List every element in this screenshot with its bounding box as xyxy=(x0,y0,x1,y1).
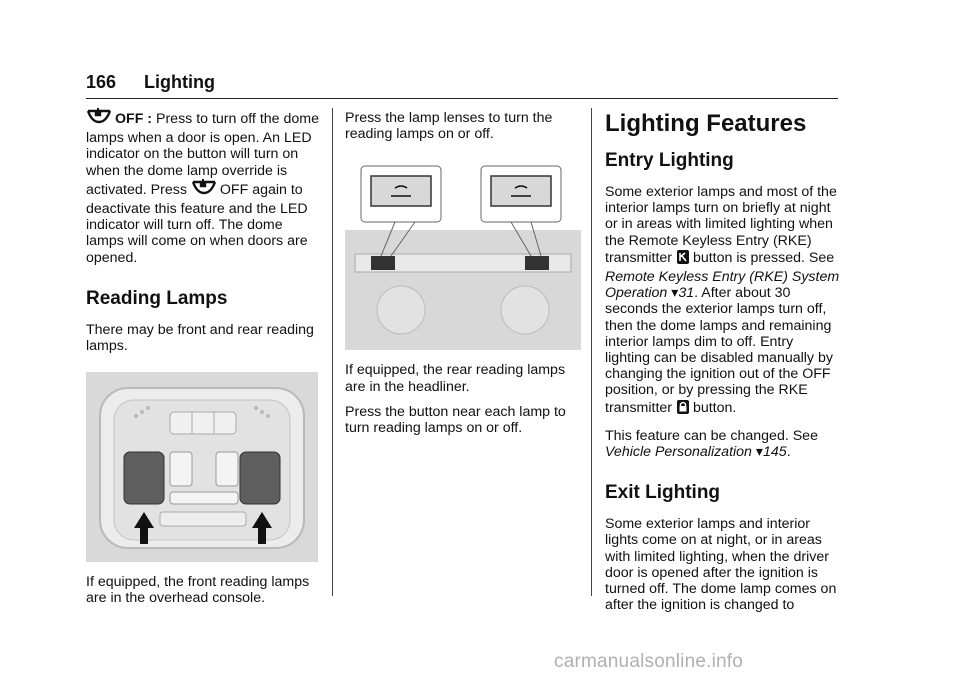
personalization-paragraph xyxy=(605,428,841,460)
exit-lighting-heading: Exit Lighting xyxy=(605,482,721,504)
entry-lighting-paragraph xyxy=(605,184,841,419)
section-title: Lighting xyxy=(144,72,215,92)
column-divider-1 xyxy=(332,108,333,596)
dome-off-text-2: OFF again to deactivate this feature and the LED indicator will turn off. The dome lamps will come on when doors are opened. xyxy=(86,181,308,266)
dome-lamp-override-icon xyxy=(191,179,217,201)
page-number: 166 xyxy=(86,72,117,92)
personalization-page-ref[interactable]: 145 xyxy=(763,444,787,461)
key-unlock-icon xyxy=(676,249,690,269)
dome-lamp-override-icon xyxy=(86,108,112,130)
arrow-ref-icon: ▾ xyxy=(671,285,679,302)
rear-reading-lamps-caption: If equipped, the rear reading lamps are in the headliner. xyxy=(345,362,566,395)
arrow-ref-icon: ▾ xyxy=(755,444,764,461)
entry-text-4: button. xyxy=(692,399,737,416)
entry-text-1: Some exterior lamps and most of the interior lamps turn on briefly at night or in areas with limited lighting when the Remote Keyless Entry (RKE) transmitter xyxy=(605,184,837,266)
lens-paragraph: Press the lamp lenses to turn the reading lamps on or off. xyxy=(345,110,553,143)
vehicle-personalization-link[interactable]: Vehicle Personalization xyxy=(605,444,752,461)
rke-page-ref[interactable]: 31 xyxy=(678,285,695,302)
exit-lighting-paragraph: Some exterior lamps and interior lights come on at night, or in areas with limited lighting, when the driver door is opened after the ignition is turned off. The dome lamp comes on after the ignition is changed to xyxy=(605,516,837,614)
front-reading-lamps-caption: If equipped, the front reading lamps are in the overhead console. xyxy=(86,574,310,607)
watermark: carmanualsonline.info xyxy=(554,651,744,672)
column-divider-2 xyxy=(591,108,592,596)
change-text: This feature can be changed. See xyxy=(605,427,818,444)
lighting-features-heading: Lighting Features xyxy=(605,110,807,137)
front-reading-lamps-figure xyxy=(86,372,318,562)
column-1 xyxy=(86,108,322,616)
entry-text-2: button is pressed. See xyxy=(692,249,835,266)
rear-reading-lamps-figure xyxy=(345,160,581,350)
dome-off-paragraph xyxy=(86,108,322,266)
entry-text-3: . After about 30 seconds the exterior lamps turn off, then the dome lamps and remaining interior lamps dim to off. Entry lighting can be disabled manually by changing the ignition out of the OFF position, or by pressing the RKE transmitter xyxy=(605,285,833,416)
padlock-icon xyxy=(676,399,690,419)
reading-lamps-intro: There may be front and rear reading lamps. xyxy=(86,321,314,355)
column-3 xyxy=(605,110,841,622)
dome-off-label: OFF : xyxy=(115,111,153,127)
column-2 xyxy=(345,110,581,445)
reading-lamps-heading: Reading Lamps xyxy=(86,287,228,309)
change-end: . xyxy=(786,444,791,461)
dome-off-text-1: Press to turn off the dome lamps when a door is open. An LED indicator on the button will turn on when the dome lamp override is activated. Press xyxy=(86,111,319,198)
entry-lighting-heading: Entry Lighting xyxy=(605,150,734,171)
rke-system-link[interactable]: Remote Keyless Entry (RKE) System Operation xyxy=(605,269,840,302)
rear-button-paragraph: Press the button near each lamp to turn reading lamps on or off. xyxy=(345,403,566,437)
page-header xyxy=(86,70,838,99)
